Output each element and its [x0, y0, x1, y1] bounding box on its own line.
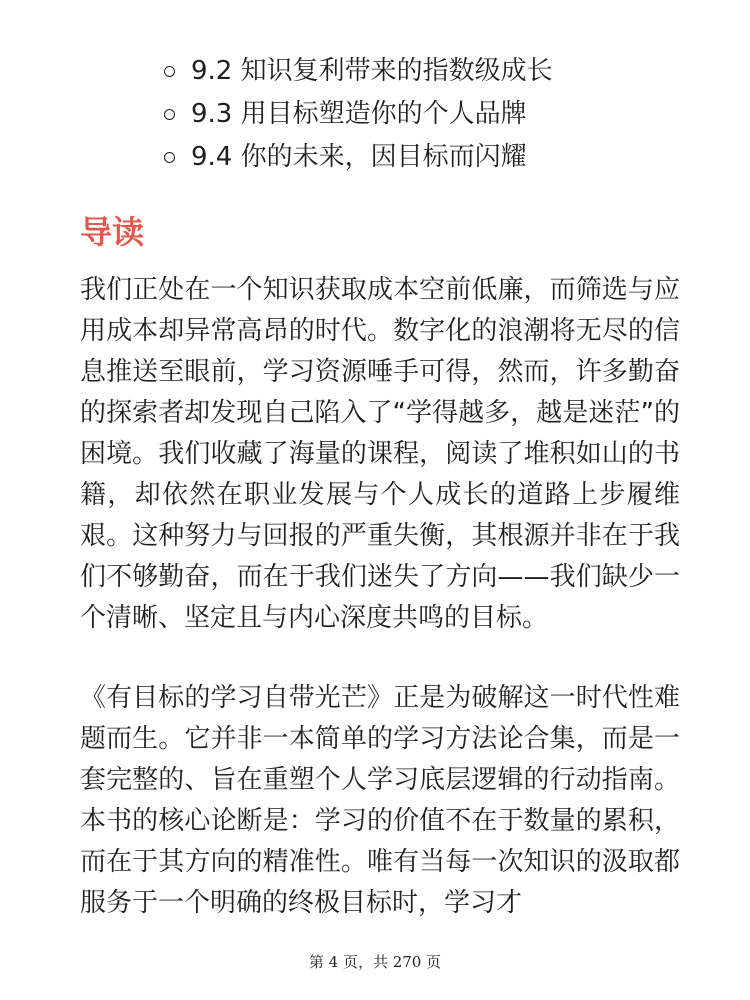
toc-item[interactable]	[160, 136, 553, 179]
table-of-contents	[160, 50, 553, 179]
toc-item-label: 9.3 用目标塑造你的个人品牌	[191, 99, 527, 129]
circle-bullet-icon	[164, 109, 175, 120]
toc-item[interactable]	[160, 50, 553, 93]
body-paragraph: 《有目标的学习自带光芒》正是为破解这一时代性难题而生。它并非一本简单的学习方法论合集，而是一套完整的、旨在重塑个人学习底层逻辑的行动指南。本书的核心论断是：学习的价值不在于数量的累积，而在于其方向的精准性。唯有当每一次知识的汲取都服务于一个明确的终极目标时，学习才	[80, 683, 680, 918]
toc-item-label: 9.2 知识复利带来的指数级成长	[191, 56, 553, 86]
circle-bullet-icon	[164, 66, 175, 77]
toc-item-label: 9.4 你的未来，因目标而闪耀	[191, 142, 527, 172]
body-paragraph: 我们正处在一个知识获取成本空前低廉，而筛选与应用成本却异常高昂的时代。数字化的浪潮将无尽的信息推送至眼前，学习资源唾手可得，然而，许多勤奋的探索者却发现自己陷入了“学得越多，越是迷茫”的困境。我们收藏了海量的课程，阅读了堆积如山的书籍，却依然在职业发展与个人成长的道路上步履维艰。这种努力与回报的严重失衡，其根源并非在于我们不够勤奋，而在于我们迷失了方向——我们缺少一个清晰、坚定且与内心深度共鸣的目标。	[80, 275, 680, 633]
circle-bullet-icon	[164, 152, 175, 163]
section-heading: 导读	[80, 213, 145, 251]
toc-item[interactable]	[160, 93, 553, 136]
page-number-footer: 第 4 页，共 270 页	[308, 953, 442, 971]
